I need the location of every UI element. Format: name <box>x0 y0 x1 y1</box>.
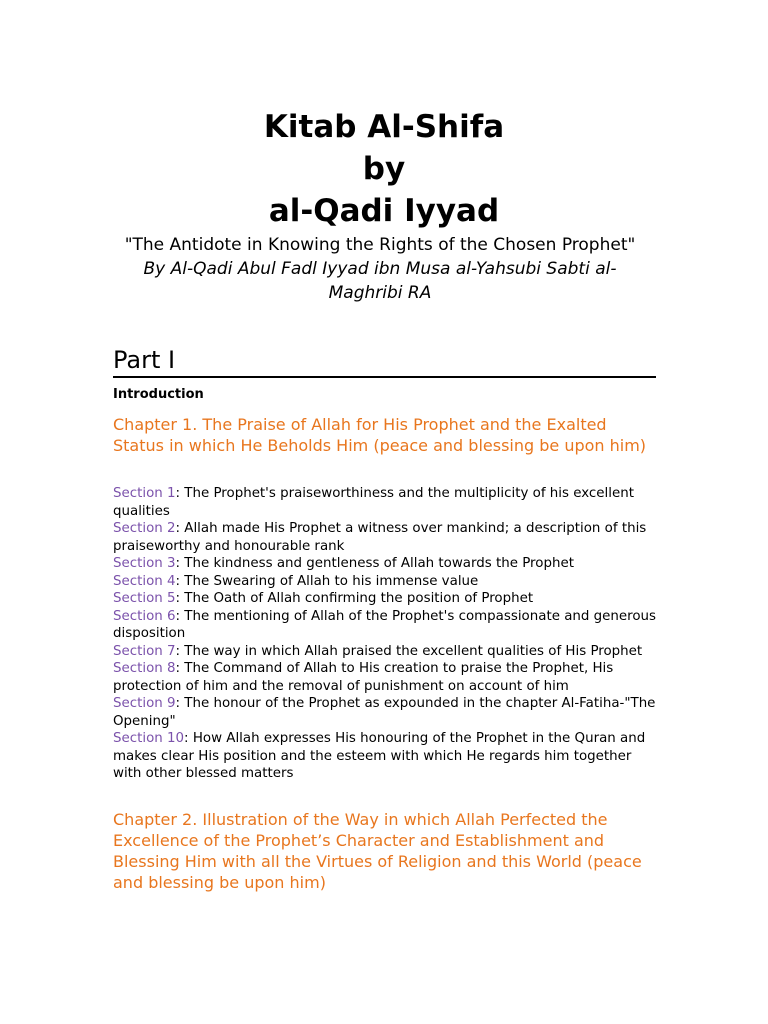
document-title <box>0 106 768 232</box>
section-text: : The honour of the Prophet as expounded in the chapter Al-Fatiha-"The Opening" <box>113 696 656 729</box>
section-text: : The Prophet's praiseworthiness and the multiplicity of his excellent qualities <box>113 486 634 519</box>
section-link[interactable]: Section 7 <box>113 643 176 659</box>
section-link[interactable]: Section 4 <box>113 573 176 589</box>
chapter-1-heading[interactable]: Chapter 1. The Praise of Allah for His Prophet and the Exalted Status in which He Beholds Him (peace and blessing be upon him) <box>113 415 647 455</box>
section-item <box>113 695 658 730</box>
section-item <box>113 485 658 520</box>
subtitle-quote: "The Antidote in Knowing the Rights of the Chosen Prophet" <box>124 235 636 255</box>
section-text: : How Allah expresses His honouring of the Prophet in the Quran and makes clear His position and the esteem with which He regards him together with other blessed matters <box>113 731 646 781</box>
section-link[interactable]: Section 6 <box>113 608 176 624</box>
section-link[interactable]: Section 10 <box>113 731 185 746</box>
section-link[interactable]: Section 8 <box>113 661 176 676</box>
section-item <box>113 573 658 591</box>
section-text: : The way in which Allah praised the excellent qualities of His Prophet <box>175 643 643 659</box>
section-text: : The mentioning of Allah of the Prophet's compassionate and generous disposition <box>113 608 656 641</box>
section-item <box>113 660 658 695</box>
section-link[interactable]: Section 3 <box>113 556 176 571</box>
section-text: : Allah made His Prophet a witness over mankind; a description of this praiseworthy and honourable rank <box>113 521 647 554</box>
section-item <box>113 555 658 573</box>
author-line: By Al-Qadi Abul Fadl Iyyad ibn Musa al-Yahsubi Sabti al-Maghribi RA <box>143 259 617 303</box>
title-line-1: Kitab Al-Shifa <box>263 109 505 145</box>
section-text: : The Swearing of Allah to his immense value <box>175 573 479 589</box>
section-item <box>113 608 658 643</box>
title-line-3: al-Qadi Iyyad <box>268 193 500 229</box>
section-link[interactable]: Section 1 <box>113 486 176 501</box>
section-item <box>113 730 658 783</box>
section-link[interactable]: Section 9 <box>113 696 176 711</box>
introduction-heading: Introduction <box>113 387 204 402</box>
section-item <box>113 590 658 608</box>
section-text: : The Oath of Allah confirming the position of Prophet <box>175 591 534 606</box>
title-line-2: by <box>362 151 406 187</box>
chapter-2-heading[interactable]: Chapter 2. Illustration of the Way in which Allah Perfected the Excellence of the Prophet’s Character and Establishment and Blessing Him with all the Virtues of Religion and this World (peace and blessing be upon him) <box>113 810 642 892</box>
section-link[interactable]: Section 2 <box>113 521 176 536</box>
part-heading: Part I <box>113 344 656 378</box>
section-list <box>113 485 658 783</box>
section-text: : The kindness and gentleness of Allah towards the Prophet <box>175 556 574 571</box>
section-item <box>113 643 658 661</box>
section-text: : The Command of Allah to His creation to praise the Prophet, His protection of him and the removal of punishment on account of him <box>113 661 614 694</box>
section-item <box>113 520 658 555</box>
subtitle-block <box>110 233 650 305</box>
section-link[interactable]: Section 5 <box>113 591 176 606</box>
